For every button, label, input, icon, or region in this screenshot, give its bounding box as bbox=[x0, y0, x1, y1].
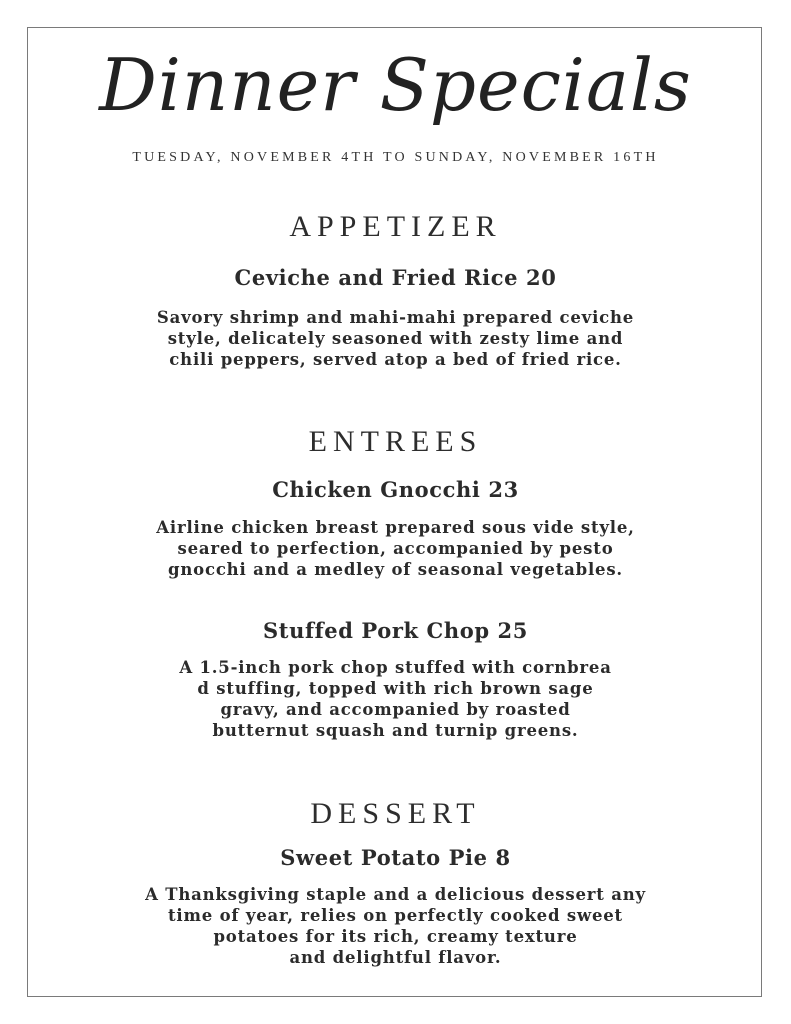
description-line: A 1.5-inch pork chop stuffed with cornbrea bbox=[179, 658, 612, 677]
section-heading-dessert: DESSERT bbox=[310, 797, 481, 830]
item-description-stuffed-pork-chop bbox=[0, 657, 791, 741]
item-description-ceviche bbox=[0, 307, 791, 370]
item-description-sweet-potato-pie bbox=[0, 884, 791, 968]
description-line: chili peppers, served atop a bed of fried rice. bbox=[169, 350, 622, 369]
description-line: A Thanksgiving staple and a delicious dessert any bbox=[145, 885, 646, 904]
section-heading-entrees: ENTREES bbox=[308, 425, 483, 458]
item-name-chicken-gnocchi: Chicken Gnocchi 23 bbox=[272, 477, 519, 502]
item-name-sweet-potato-pie: Sweet Potato Pie 8 bbox=[280, 845, 511, 870]
menu-title: Dinner Specials bbox=[99, 43, 692, 127]
description-line: style, delicately seasoned with zesty lime and bbox=[167, 329, 624, 348]
description-line: potatoes for its rich, creamy texture bbox=[213, 927, 578, 946]
description-line: d stuffing, topped with rich brown sage bbox=[197, 679, 594, 698]
description-line: Savory shrimp and mahi-mahi prepared ceviche bbox=[156, 308, 635, 327]
description-line: gravy, and accompanied by roasted bbox=[220, 700, 571, 719]
date-range: TUESDAY, NOVEMBER 4TH TO SUNDAY, NOVEMBER 16TH bbox=[132, 150, 659, 165]
section-heading-appetizer: APPETIZER bbox=[289, 210, 502, 243]
description-line: gnocchi and a medley of seasonal vegetables. bbox=[168, 560, 623, 579]
item-name-ceviche: Ceviche and Fried Rice 20 bbox=[234, 265, 557, 290]
item-description-chicken-gnocchi bbox=[0, 517, 791, 580]
description-line: and delightful flavor. bbox=[289, 948, 502, 967]
item-name-stuffed-pork-chop: Stuffed Pork Chop 25 bbox=[263, 618, 528, 643]
description-line: time of year, relies on perfectly cooked sweet bbox=[168, 906, 623, 925]
description-line: Airline chicken breast prepared sous vide style, bbox=[156, 518, 635, 537]
description-line: seared to perfection, accompanied by pesto bbox=[177, 539, 614, 558]
description-line: butternut squash and turnip greens. bbox=[212, 721, 579, 740]
